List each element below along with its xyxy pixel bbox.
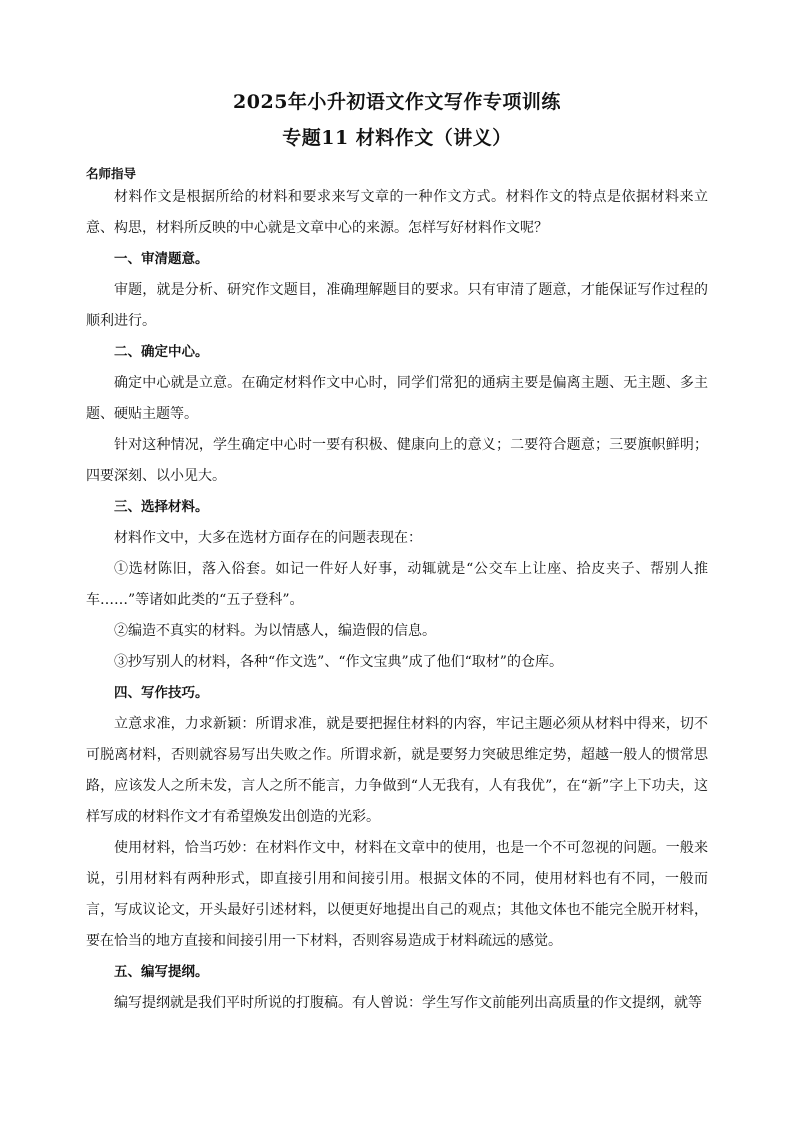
section-heading: 一、审清题意。 [114, 251, 209, 267]
paragraph: 编写提纲就是我们平时所说的打腹稿。有人曾说：学生写作文前能列出高质量的作文提纲，就等 [114, 995, 702, 1011]
section-heading: 三、选择材料。 [114, 499, 209, 515]
document-subtitle: 专题11 材料作文（讲义） [282, 127, 512, 149]
list-item: ③抄写别人的材料，各种“作文选”、“作文宝典”成了他们“取材”的仓库。 [114, 654, 563, 670]
section-label: 名师指导 [86, 166, 137, 181]
section-heading: 二、确定中心。 [114, 344, 209, 360]
paragraph: 材料作文中，大多在选材方面存在的问题表现在： [114, 530, 422, 546]
paragraph: 审题，就是分析、研究作文题目，准确理解题目的要求。只有审清了题意，才能保证写作过程的顺利进行。 [86, 282, 708, 329]
paragraph: 立意求准，力求新颖：所谓求准，就是要把握住材料的内容，牢记主题必须从材料中得来，切不可脱离材料，否则就容易写出失败之作。所谓求新，就是要努力突破思维定势，超越一般人的惯常思路，应该发人之所未发，言人之所不能言，力争做到“人无我有，人有我优”，在“新”字上下功夫，这样写成的材料作文才有希望焕发出创造的光彩。 [86, 716, 708, 825]
paragraph: 确定中心就是立意。在确定材料作文中心时，同学们常犯的通病主要是偏离主题、无主题、多主题、硬贴主题等。 [86, 375, 708, 422]
document-title: 2025年小升初语文作文写作专项训练 [233, 91, 561, 113]
paragraph: 针对这种情况，学生确定中心时一要有积极、健康向上的意义；二要符合题意；三要旗帜鲜明；四要深刻、以小见大。 [86, 437, 708, 484]
paragraph: 材料作文是根据所给的材料和要求来写文章的一种作文方式。材料作文的特点是依据材料来立意、构思，材料所反映的中心就是文章中心的来源。怎样写好材料作文呢？ [86, 189, 708, 236]
list-item: ①选材陈旧，落入俗套。如记一件好人好事，动辄就是“公交车上让座、拾皮夹子、帮别人推车……”等诸如此类的“五子登科”。 [86, 561, 708, 608]
paragraph: 使用材料，恰当巧妙：在材料作文中，材料在文章中的使用，也是一个不可忽视的问题。一般来说，引用材料有两种形式，即直接引用和间接引用。根据文体的不同，使用材料也有不同，一般而言，写成议论文，开头最好引述材料，以便更好地提出自己的观点；其他文体也不能完全脱开材料，要在恰当的地方直接和间接引用一下材料，否则容易造成于材料疏远的感觉。 [86, 840, 708, 949]
section-heading: 四、写作技巧。 [114, 685, 209, 701]
document-body [86, 182, 708, 1019]
list-item: ②编造不真实的材料。为以情感人，编造假的信息。 [114, 623, 436, 639]
section-heading: 五、编写提纲。 [114, 964, 209, 980]
